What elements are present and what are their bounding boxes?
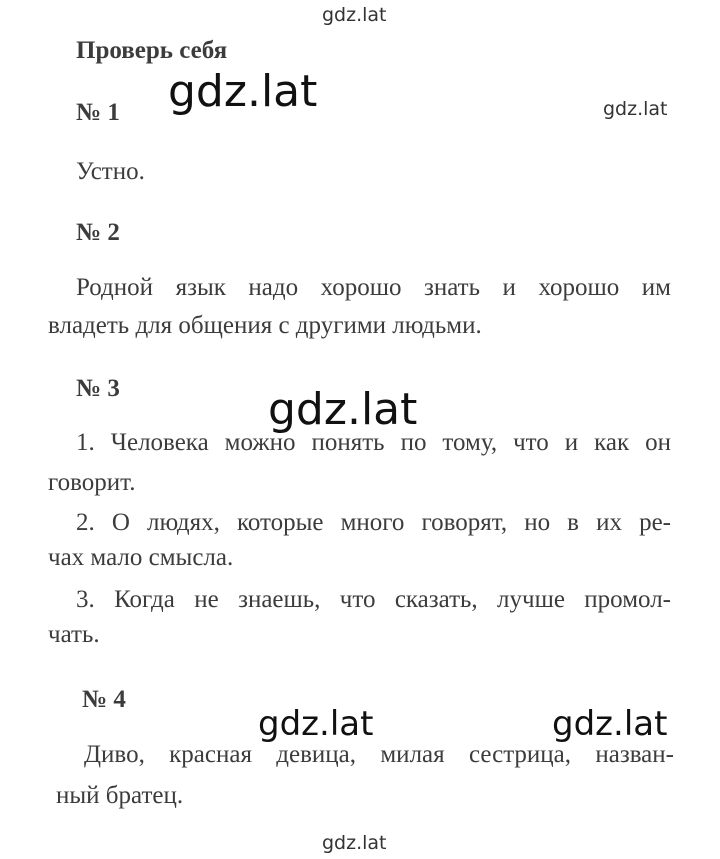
watermark-large-1: gdz.lat — [168, 66, 318, 117]
task-4-line-2: ный братец. — [56, 782, 184, 809]
watermark-right: gdz.lat — [603, 98, 668, 120]
task-number-2: № 2 — [76, 219, 120, 246]
task-2-line-1: Родной язык надо хорошо знать и хорошо им — [76, 274, 671, 301]
task-4-line-1: Диво, красная девица, милая сестрица, назван- — [84, 741, 674, 768]
task-3-line-2: говорит. — [48, 469, 136, 496]
watermark-top: gdz.lat — [322, 4, 387, 26]
watermark-mid-left: gdz.lat — [258, 704, 374, 744]
task-number-3: № 3 — [76, 375, 120, 402]
task-3-line-3: 2. О людях, которые много говорят, но в их ре- — [76, 509, 671, 536]
task-1-line-1: Устно. — [76, 158, 145, 185]
watermark-large-2: gdz.lat — [268, 384, 418, 435]
task-3-line-1: 1. Человека можно понять по тому, что и как он — [76, 429, 671, 456]
task-number-1: № 1 — [76, 99, 120, 126]
task-3-line-6: чать. — [48, 621, 100, 648]
task-number-4: № 4 — [82, 686, 126, 713]
watermark-bottom: gdz.lat — [322, 832, 387, 854]
page-title: Проверь себя — [76, 37, 228, 64]
task-2-line-2: владеть для общения с другими людьми. — [48, 312, 482, 339]
watermark-mid-right: gdz.lat — [552, 704, 668, 744]
task-3-line-4: чах мало смысла. — [48, 544, 234, 571]
task-3-line-5: 3. Когда не знаешь, что сказать, лучше промол- — [76, 586, 671, 613]
